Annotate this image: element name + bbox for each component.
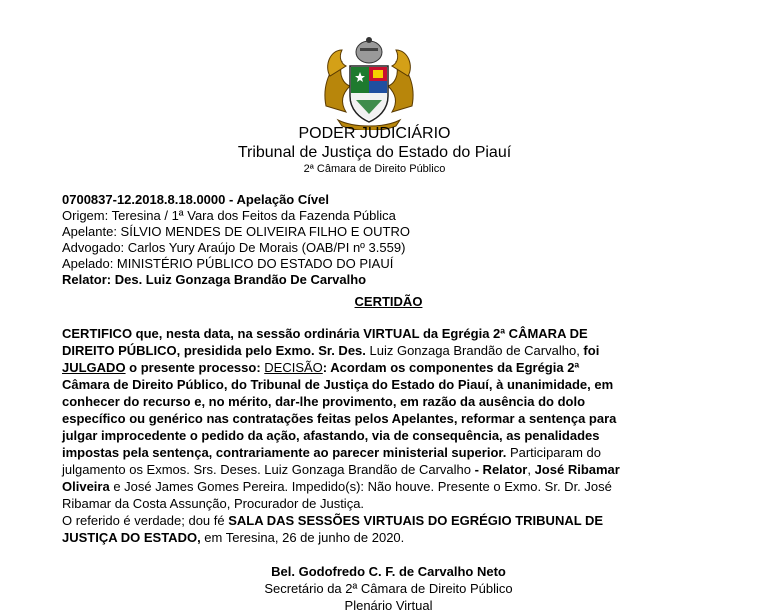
- process-lawyer: Advogado: Carlos Yury Araújo De Morais (OAB/PI nº 3.559): [62, 240, 406, 255]
- court-power-title: PODER JUDICIÁRIO: [298, 125, 451, 142]
- certificate-line: julgar improcedente o pedido da ação, afastando, via de consequência, as penalidades: [62, 428, 600, 443]
- certificate-line: DIREITO PÚBLICO, presidida pelo Exmo. Sr. Des. Luiz Gonzaga Brandão de Carvalho, foi: [62, 343, 600, 358]
- certificate-line: JUSTIÇA DO ESTADO, em Teresina, 26 de junho de 2020.: [62, 530, 405, 545]
- process-number: 0700837-12.2018.8.18.0000 - Apelação Cível: [62, 192, 329, 207]
- certificate-line: Ribamar da Costa Assunção, Procurador de Justiça.: [62, 496, 365, 511]
- certificate-line: O referido é verdade; dou fé SALA DAS SESSÕES VIRTUAIS DO EGRÉGIO TRIBUNAL DE: [62, 513, 604, 528]
- signer-role: Secretário da 2ª Câmara de Direito Público: [264, 581, 513, 596]
- signer-name: Bel. Godofredo C. F. de Carvalho Neto: [271, 564, 506, 579]
- certificate-title: CERTIDÃO: [354, 294, 423, 309]
- certificate-line: específico ou genérico nas contratações feitas pelos Apelantes, reformar a sentença para: [62, 411, 617, 426]
- process-appellant: Apelante: SÍLVIO MENDES DE OLIVEIRA FILHO E OUTRO: [62, 224, 410, 239]
- signer-unit: Plenário Virtual: [344, 598, 433, 613]
- process-rapporteur: Relator: Des. Luiz Gonzaga Brandão De Carvalho: [62, 272, 367, 287]
- coat-of-arms-icon: [320, 36, 418, 130]
- court-name: Tribunal de Justiça do Estado do Piauí: [237, 144, 512, 161]
- process-appellee: Apelado: MINISTÉRIO PÚBLICO DO ESTADO DO PIAUÍ: [62, 256, 394, 271]
- certificate-line: julgamento os Exmos. Srs. Deses. Luiz Gonzaga Brandão de Carvalho - Relator, José Ribamar: [62, 462, 620, 477]
- process-origin: Origem: Teresina / 1ª Vara dos Feitos da Fazenda Pública: [62, 208, 396, 223]
- chamber-name: 2ª Câmara de Direito Público: [303, 163, 446, 175]
- certificate-line: CERTIFICO que, nesta data, na sessão ordinária VIRTUAL da Egrégia 2ª CÂMARA DE: [62, 326, 588, 341]
- certificate-line: conhecer do recurso e, no mérito, dar-lhe provimento, em razão da ausência do dolo: [62, 394, 586, 409]
- certificate-line: Oliveira e José James Gomes Pereira. Impedido(s): Não houve. Presente o Exmo. Sr. Dr. José: [62, 479, 612, 494]
- certificate-line: impostas pela sentença, contrariamente ao parecer ministerial superior. Participaram do: [62, 445, 601, 460]
- certificate-body: [62, 325, 678, 546]
- certificate-line: Câmara de Direito Público, do Tribunal de Justiça do Estado do Piauí, à unanimidade, em: [62, 377, 614, 392]
- certificate-line: JULGADO o presente processo: DECISÃO: Acordam os componentes da Egrégia 2ª: [62, 360, 580, 375]
